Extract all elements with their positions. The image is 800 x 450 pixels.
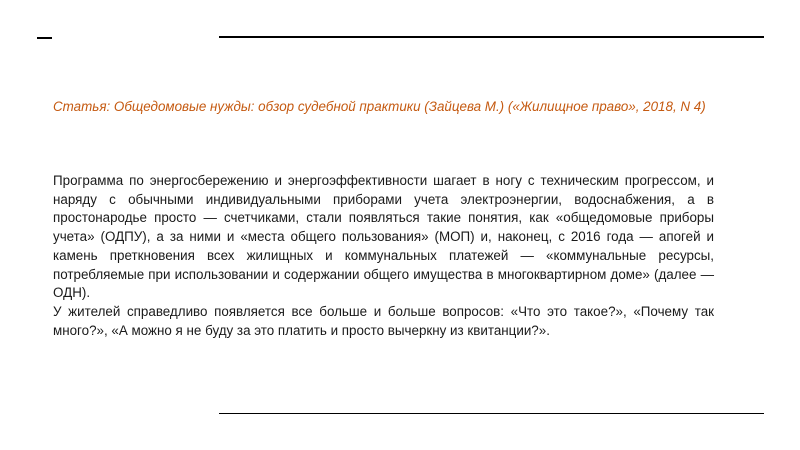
body-paragraph-1: Программа по энергосбережению и энергоэффективности шагает в ногу с техническим прогрессом, и наряду с обычными индивидуальными приборами учета электроэнергии, водоснабжения, а в простонародье просто — счетчиками, стали появляться такие понятия, как «общедомовые приборы учета» (ОДПУ), а за ними и «места общего пользования» (МОП) и, наконец, с 2016 года — апогей и камень преткновения всех жилищных и коммунальных платежей — «коммунальные ресурсы, потребляемые при использовании и содержании общего имущества в многоквартирном доме» (далее — ОДН). bbox=[53, 173, 714, 301]
top-divider-line bbox=[219, 36, 764, 38]
article-citation-heading: Статья: Общедомовые нужды: обзор судебной практики (Зайцева М.) («Жилищное право», 2018, N 4) bbox=[53, 99, 706, 114]
article-body bbox=[53, 172, 714, 340]
body-paragraph-2: У жителей справедливо появляется все больше и больше вопросов: «Что это такое?», «Почему так много?», «А можно я не буду за это платить и просто вычеркну из квитанции?». bbox=[53, 303, 714, 338]
decorative-dash bbox=[37, 37, 52, 39]
bottom-divider-line bbox=[219, 413, 764, 414]
